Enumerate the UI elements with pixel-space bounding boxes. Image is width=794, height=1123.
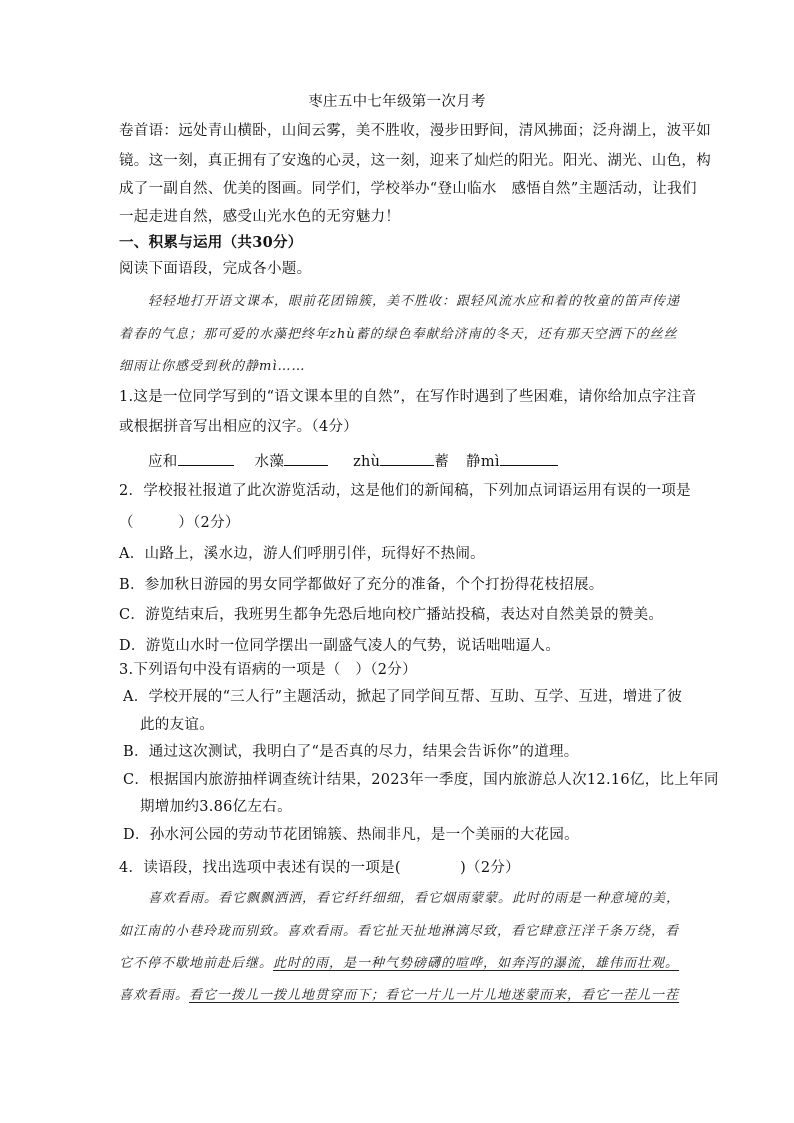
question-stem: 2．学校报社报道了此次游览活动，这是他们的新闻稿，下列加点词语运用有误的一项是 [119, 483, 691, 499]
blank-label: 静mì [466, 454, 500, 470]
preface-line: 成了一副自然、优美的图画。同学们，学校举办“登山临水 感悟自然”主题活动，让我们 [119, 181, 697, 197]
preface-line: 镜。这一刻，真正拥有了安逸的心灵，这一刻，迎来了灿烂的阳光。阳光、湖光、山色，构 [119, 153, 711, 169]
underlined-sentence: 看它一拨儿一拨儿地贯穿而下；看它一片儿一片儿地迷蒙而来，看它一茬儿一茬 [189, 988, 680, 1003]
underlined-sentence: 此时的雨，是一种气势磅礴的喧哗，如奔泻的瀑流，雄伟而壮观。 [273, 956, 680, 971]
exam-title: 枣庄五中七年级第一次月考 [308, 94, 486, 110]
option-b[interactable]: B．参加秋日游园的男女同学都做好了充分的准备，个个打扮得花枝招展。 [119, 577, 604, 593]
passage-text: 喜欢看雨。 [119, 988, 190, 1003]
preface-line: 一起走进自然，感受山光水色的无穷魅力！ [119, 209, 401, 225]
passage-line: 着春的气息；那可爱的水藻把终年zhù蓄的绿色奉献给济南的冬天，还有那天空洒下的丝丝 [119, 327, 678, 342]
answer-paren[interactable]: （ ）（2分） [119, 515, 240, 531]
option-d[interactable]: D．孙水河公园的劳动节花团锦簇、热闹非凡，是一个美丽的大花园。 [123, 827, 579, 843]
blank-label: 蓄 [434, 454, 450, 470]
question-stem: 或根据拼音写出相应的汉字。（4分） [119, 419, 359, 435]
option-a[interactable]: A．学校开展的“三人行”主题活动，掀起了同学间互帮、互助、互学、互进，增进了彼 [123, 689, 682, 705]
option-b[interactable]: B．通过这次测试，我明白了“是否真的尽力，结果会告诉你”的道理。 [123, 744, 579, 760]
option-a-continued: 此的友谊。 [140, 717, 214, 733]
passage-line: 如江南的小巷玲珑而别致。喜欢看雨。看它扯天扯地淋漓尽致，看它肆意汪洋千条万绕，看 [119, 924, 680, 939]
passage-line [119, 986, 679, 1006]
blank-label: 水藻 [254, 454, 285, 470]
answer-blank[interactable] [284, 450, 328, 466]
answer-blank[interactable] [500, 450, 558, 466]
passage-text: 它不停不歇地前赴后继。 [119, 956, 274, 971]
passage-line: 轻轻地打开语文课本，眼前花团锦簇，美不胜收：跟轻风流水应和着的牧童的笛声传递 [148, 294, 681, 309]
question-stem: 3.下列语句中没有语病的一项是（ ）（2分） [119, 662, 417, 678]
read-instruction: 阅读下面语段，完成各小题。 [119, 261, 312, 277]
option-c[interactable]: C．游览结束后，我班男生都争先恐后地向校广播站投稿，表达对自然美景的赞美。 [119, 607, 664, 623]
passage-line: 细雨让你感受到秋的静mì…… [119, 359, 306, 374]
option-c-continued: 期增加约3.86亿左右。 [140, 799, 292, 815]
option-a[interactable]: A．山路上，溪水边，游人们呼朋引伴，玩得好不热闹。 [119, 546, 485, 562]
option-d[interactable]: D．游览山水时一位同学摆出一副盛气凌人的气势，说话咄咄逼人。 [119, 638, 561, 654]
section-heading: 一、积累与运用（共30分） [119, 234, 303, 251]
blank-label: zhù [353, 454, 381, 470]
answer-blank[interactable] [178, 450, 234, 466]
answer-blank[interactable] [380, 450, 434, 466]
blank-label: 应和 [148, 454, 178, 470]
fill-blank-row [148, 450, 558, 472]
question-stem: 4．读语段，找出选项中表述有误的一项是( )（2分） [119, 860, 520, 876]
passage-line: 喜欢看雨。看它飘飘洒洒，看它纤纤细细，看它烟雨蒙蒙。此时的雨是一种意境的美， [148, 891, 681, 906]
preface-line: 卷首语：远处青山横卧，山间云雾，美不胜收，漫步田野间，清风拂面；泛舟湖上，波平如 [119, 123, 711, 139]
passage-line [119, 954, 679, 974]
question-stem: 1.这是一位同学写到的“语文课本里的自然”，在写作时遇到了些困难，请你给加点字注音 [119, 389, 697, 405]
option-c[interactable]: C．根据国内旅游抽样调查统计结果，2023年一季度，国内旅游总人次12.16亿，比上年同 [123, 772, 719, 788]
